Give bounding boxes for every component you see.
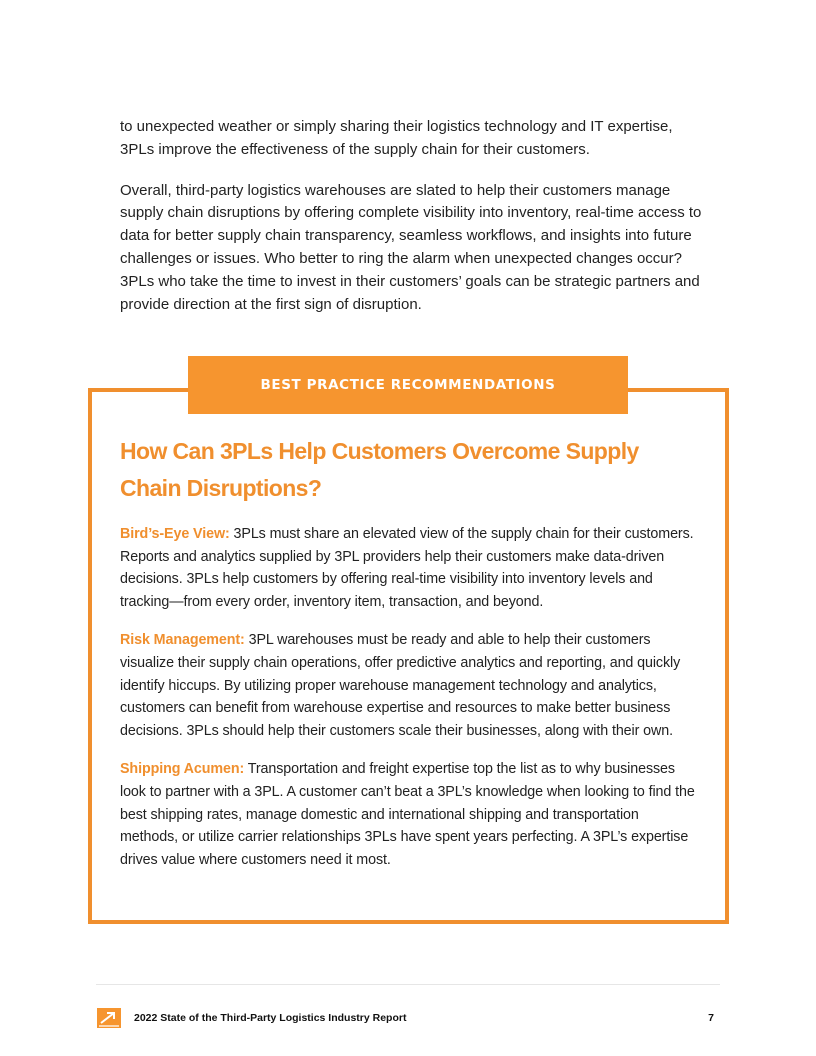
recommendation-text: 3PLs must share an elevated view of the supply chain for their customers. Reports and analytics supplied by 3PL providers help their customers make data-driven decisions. 3PLs help customers by offering real-time visibility into inventory levels and tracking—from every order, inventory item, transaction, and beyond. bbox=[120, 526, 694, 610]
recommendation-item bbox=[120, 629, 700, 742]
callout-content bbox=[120, 433, 700, 887]
box-logo-icon bbox=[96, 1007, 122, 1029]
recommendation-text: Transportation and freight expertise top the list as to why businesses look to partner with a 3PL. A customer can’t beat a 3PL’s knowledge when looking to find the best shipping rates, manage domestic and international shipping and transportation methods, or utilize carrier relationships 3PLs have spent years perfecting. A 3PL’s expertise drives value where customers need it most. bbox=[120, 761, 695, 868]
footer-divider bbox=[96, 984, 720, 985]
callout-banner bbox=[188, 356, 628, 414]
recommendation-heading: Risk Management: bbox=[120, 632, 245, 649]
intro-text bbox=[120, 116, 705, 334]
intro-paragraph: Overall, third-party logistics warehouses are slated to help their customers manage supply chain disruptions by offering complete visibility into inventory, real-time access to data for better supply chain transparency, seamless workflows, and insights into future challenges or issues. Who better to ring the alarm when unexpected changes occur? 3PLs who take the time to invest in their customers’ goals can be strategic partners and provide direction at the first sign of disruption. bbox=[120, 181, 702, 313]
recommendation-text: 3PL warehouses must be ready and able to help their customers visualize their supply chain operations, offer predictive analytics and reporting, and quickly identify hiccups. By utilizing proper warehouse management technology and analytics, customers can benefit from warehouse expertise and resources to make better business decisions. 3PLs should help their customers scale their businesses, along with their own. bbox=[120, 632, 681, 739]
intro-paragraph: to unexpected weather or simply sharing their logistics technology and IT expertise, 3PLs improve the effectiveness of the supply chain for their customers. bbox=[120, 118, 673, 158]
report-title: 2022 State of the Third-Party Logistics Industry Report bbox=[134, 1012, 407, 1024]
page-number: 7 bbox=[708, 1012, 714, 1024]
recommendation-heading: Shipping Acumen: bbox=[120, 761, 245, 778]
recommendation-item bbox=[120, 523, 700, 613]
page-footer bbox=[96, 1006, 720, 1030]
callout-banner-label: BEST PRACTICE RECOMMENDATIONS bbox=[260, 377, 556, 393]
recommendation-item bbox=[120, 758, 700, 871]
recommendation-heading: Bird’s-Eye View: bbox=[120, 526, 230, 542]
callout-title: How Can 3PLs Help Customers Overcome Supply Chain Disruptions? bbox=[120, 438, 639, 501]
